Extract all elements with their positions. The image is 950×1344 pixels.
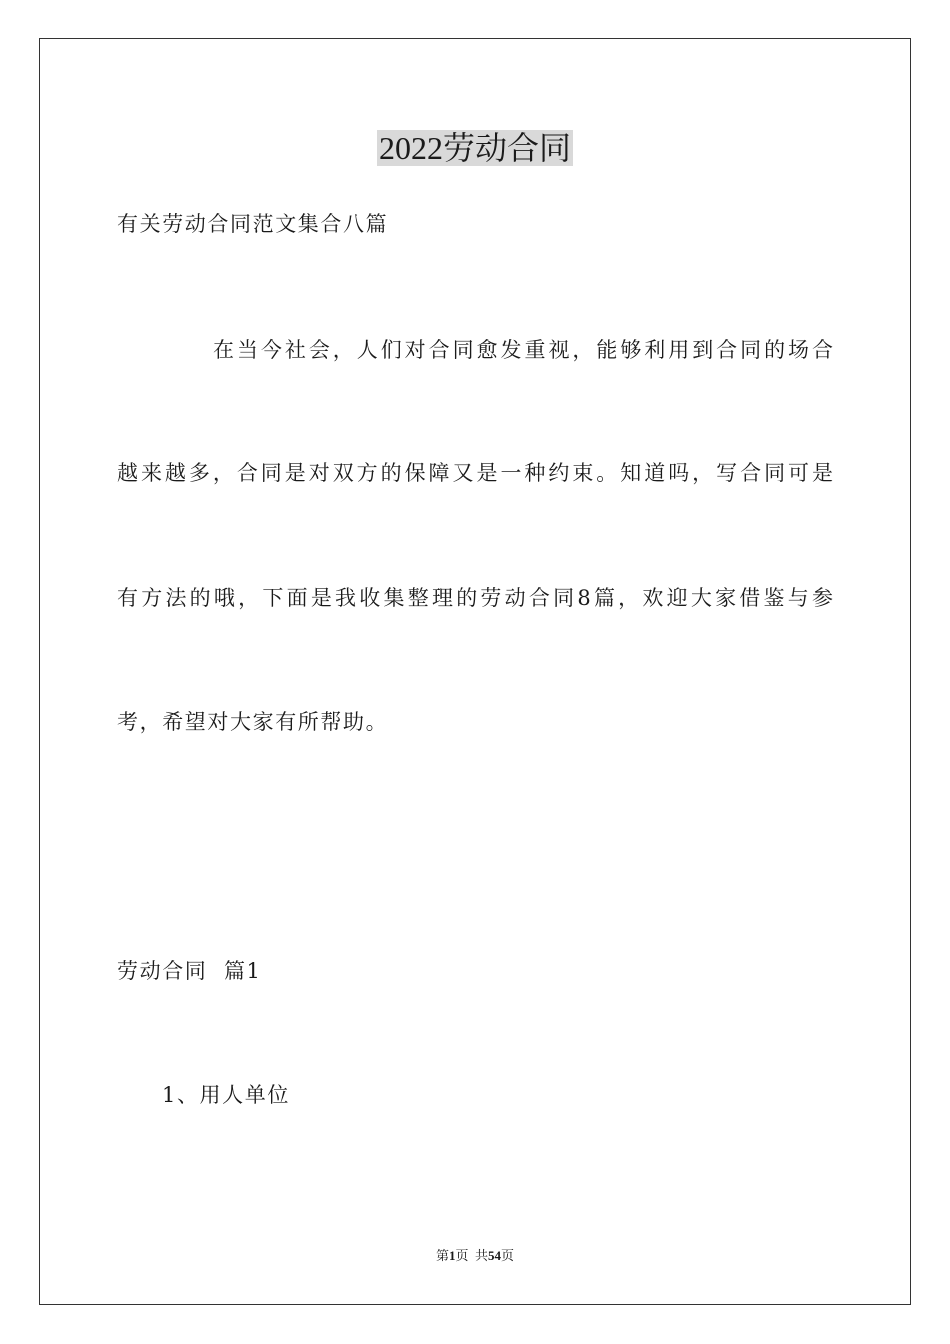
- intro-line-1: 在当今社会，人们对合同愈发重视，能够利用到合同的场合: [213, 338, 833, 362]
- intro-line-4: 考，希望对大家有所帮助。: [117, 710, 389, 734]
- document-title: [0, 126, 950, 170]
- footer-page-number: 1: [448, 1248, 456, 1263]
- list-item-1: 1、用人单位: [162, 1083, 290, 1107]
- footer-page-prefix: 第: [435, 1248, 449, 1263]
- footer-total-pages: 54: [488, 1248, 501, 1263]
- section-heading: 劳动合同 篇1: [117, 959, 262, 983]
- footer-page-suffix: 页: [501, 1248, 515, 1263]
- intro-line-2: 越来越多，合同是对双方的保障又是一种约束。知道吗，写合同可是: [117, 461, 833, 485]
- document-subtitle: 有关劳动合同范文集合八篇: [117, 212, 389, 236]
- intro-line-3: 有方法的哦，下面是我收集整理的劳动合同8篇，欢迎大家借鉴与参: [117, 586, 833, 610]
- footer-page-mid: 页 共: [455, 1248, 488, 1263]
- page-footer: [0, 1247, 950, 1265]
- document-title-text: 2022劳动合同: [378, 130, 571, 166]
